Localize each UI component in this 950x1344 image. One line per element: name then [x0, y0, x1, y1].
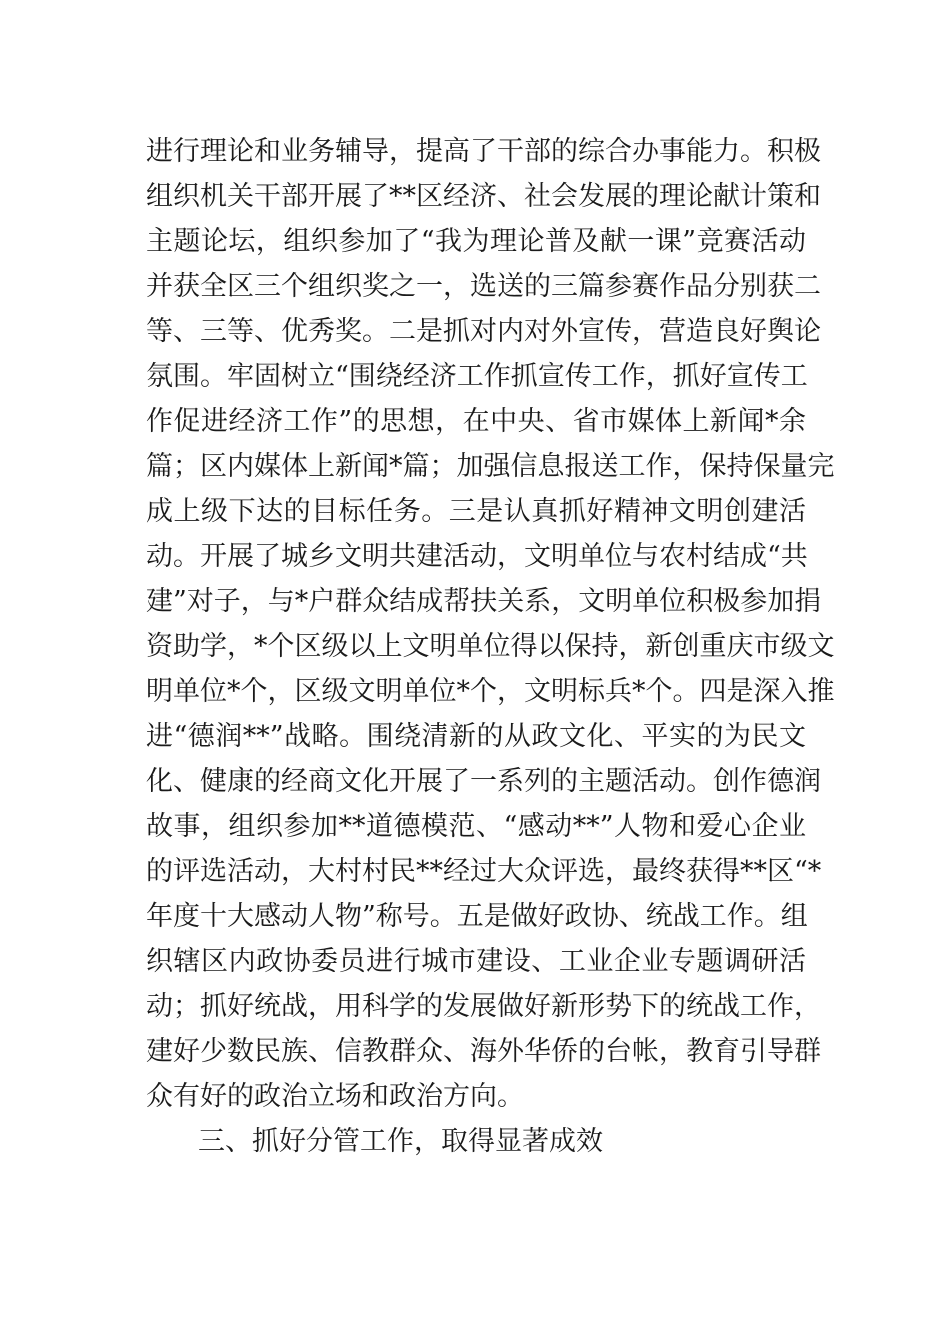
paragraph-line: 等、三等、优秀奖。二是抓对内对外宣传，营造良好舆论 [146, 316, 821, 347]
paragraph-line: 的评选活动，大村村民**经过大众评选，最终获得**区“* [146, 856, 822, 887]
paragraph-line: 建好少数民族、信教群众、海外华侨的台帐，教育引导群 [146, 1036, 821, 1067]
paragraph-line: 资助学，*个区级以上文明单位得以保持，新创重庆市级文 [146, 631, 835, 662]
paragraph-line: 主题论坛，组织参加了“我为理论普及献一课”竞赛活动 [146, 226, 806, 257]
paragraph-line: 进“德润**”战略。围绕清新的从政文化、平实的为民文 [146, 721, 806, 752]
paragraph-line: 建”对子，与*户群众结成帮扶关系，文明单位积极参加捐 [146, 586, 822, 617]
section-heading: 三、抓好分管工作，取得显著成效 [198, 1126, 603, 1157]
paragraph-line: 作促进经济工作”的思想，在中央、省市媒体上新闻*余 [146, 406, 806, 437]
paragraph-line: 年度十大感动人物”称号。五是做好政协、统战工作。组 [146, 901, 808, 932]
paragraph-line: 组织机关干部开展了**区经济、社会发展的理论献计策和 [146, 181, 821, 212]
paragraph-line: 故事，组织参加**道德模范、“感动**”人物和爱心企业 [146, 811, 806, 842]
paragraph-line: 篇；区内媒体上新闻*篇；加强信息报送工作，保持保量完 [146, 451, 835, 482]
paragraph-line: 明单位*个，区级文明单位*个，文明标兵*个。四是深入推 [146, 676, 835, 707]
paragraph-line: 织辖区内政协委员进行城市建设、工业企业专题调研活 [146, 946, 806, 977]
paragraph-line: 并获全区三个组织奖之一，选送的三篇参赛作品分别获二 [146, 271, 821, 302]
paragraph-line: 动。开展了城乡文明共建活动，文明单位与农村结成“共 [146, 541, 808, 572]
paragraph-line: 众有好的政治立场和政治方向。 [146, 1081, 524, 1112]
paragraph-line: 成上级下达的目标任务。三是认真抓好精神文明创建活 [146, 496, 806, 527]
paragraph-line: 化、健康的经商文化开展了一系列的主题活动。创作德润 [146, 766, 821, 797]
paragraph-line: 氛围。牢固树立“围绕经济工作抓宣传工作，抓好宣传工 [146, 361, 808, 392]
paragraph-line: 动；抓好统战，用科学的发展做好新形势下的统战工作， [146, 991, 821, 1022]
paragraph-line: 进行理论和业务辅导，提高了干部的综合办事能力。积极 [146, 136, 821, 167]
